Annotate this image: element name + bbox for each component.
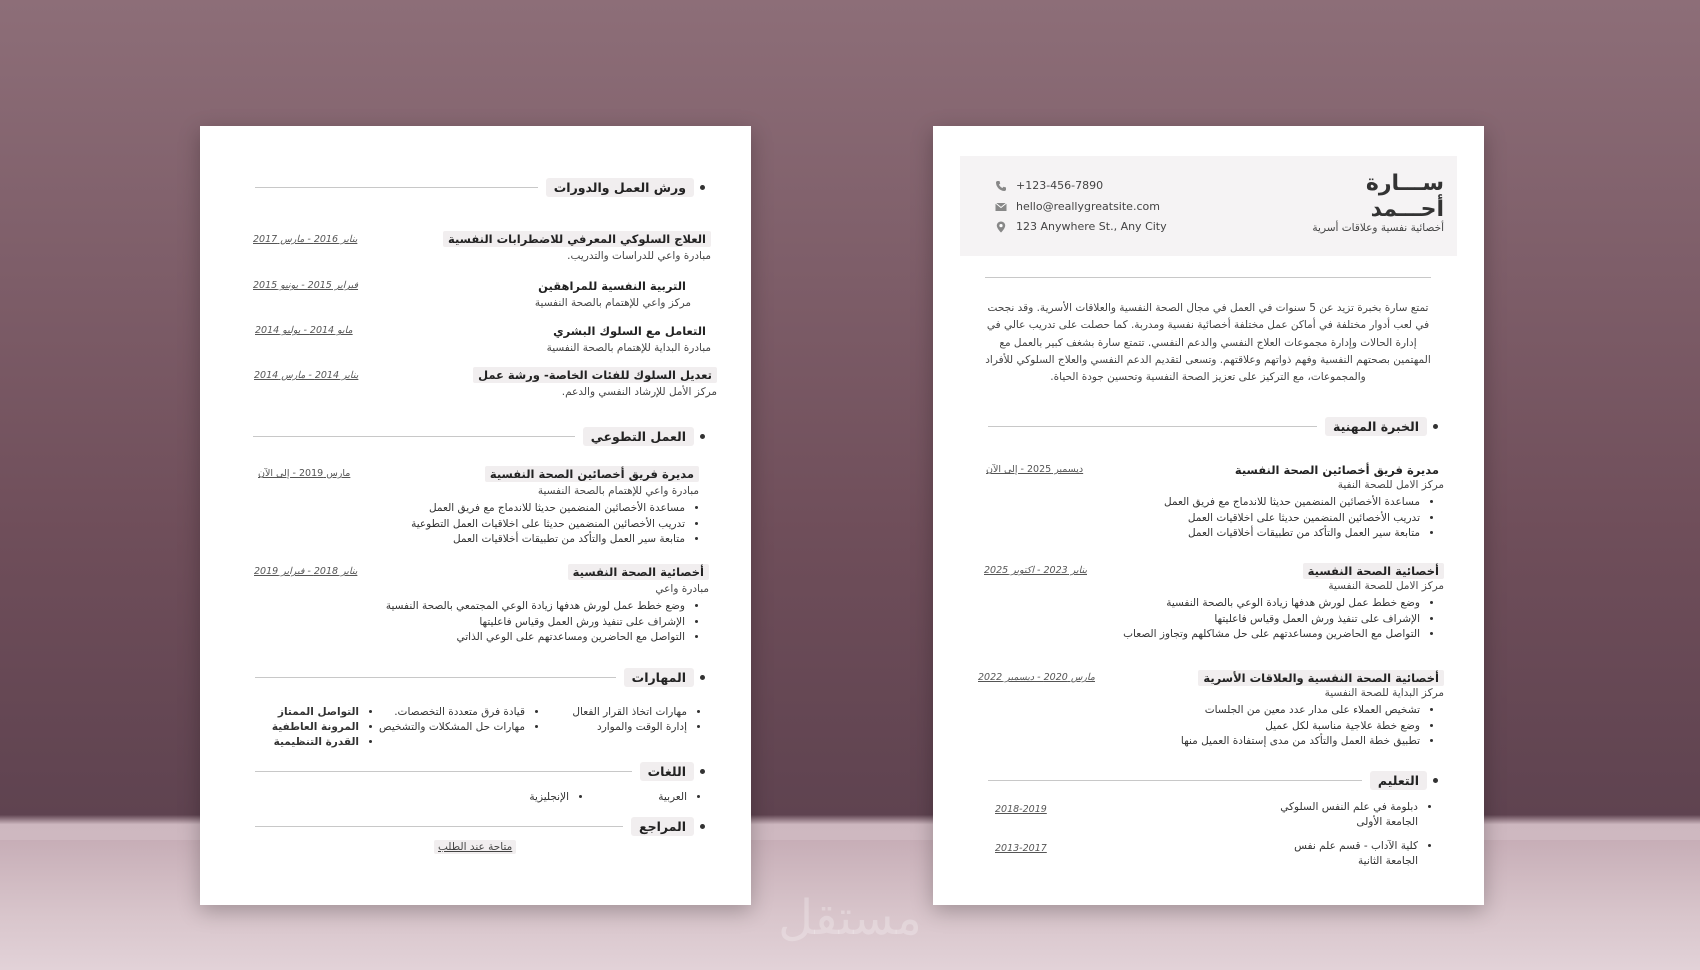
section-title: العمل التطوعي [583,427,694,446]
section-header-skills [255,668,705,687]
mail-icon [995,201,1007,213]
section-header-references [255,817,705,836]
location-pin-icon [995,221,1007,233]
list-item: • مهارات حل المشكلات والتشخيص [379,720,525,735]
section-header-volunteer [253,427,705,446]
entry-bullets [1181,703,1434,750]
section-divider [988,426,1317,427]
resume-page-2 [200,126,751,905]
degree: دبلومة في علم النفس السلوكي [1280,801,1418,813]
section-header-workshops [255,178,705,197]
name-first: ســـارة [1365,171,1444,196]
entry-org: مبادرة واعي للدراسات والتدريب. [567,250,711,262]
entry-title: أخصائية الصحة النفسية والعلاقات الأسرية [1198,670,1444,686]
list-item: • المرونة العاطفية [272,720,359,735]
section-header-experience [988,417,1438,436]
entry-org: مركز الامل للصحة النفية [1337,479,1444,491]
contact-phone [995,179,1103,192]
education-years: 2018-2019 [995,804,1047,815]
section-header-languages [255,762,705,781]
workshop-entry-2 [533,275,691,309]
workshop-entry-4 [473,364,717,398]
list-item: • الإشراف على تنفيذ ورش العمل وقياس فاعليتها [1123,612,1420,628]
entry-date: مايو 2014 - يوليو 2014 [255,325,353,336]
education-years: 2013-2017 [995,843,1047,854]
skills-column-3 [272,705,373,750]
entry-org: مركز واعي للإهتمام بالصحة النفسية [534,297,691,309]
name-last: أحـــمد [1370,197,1444,222]
entry-bullets [411,501,699,548]
list-item [1280,800,1418,830]
entry-date: يناير 2018 - فبراير 2019 [254,566,358,577]
section-divider [255,187,538,188]
list-item: • مساعدة الأخصائين المنضمين حديثا للاندماج مع فريق العمل [1164,495,1420,511]
entry-bullets [1123,596,1434,643]
list-item: • التواصل مع الحاضرين ومساعدتهم على الوعي الذاتي [386,630,685,646]
list-item: • قيادة فرق متعددة التخصصات. [379,705,525,720]
list-item: • مساعدة الأخصائين المنضمين حديثا للاندماج مع فريق العمل [411,501,685,517]
entry-title: العلاج السلوكي المعرفي للاضطرابات النفسية [443,231,711,247]
entry-date: فبراير 2015 - يونيو 2015 [253,280,359,291]
contact-address [995,220,1167,233]
email-text: hello@reallygreatsite.com [1016,200,1160,213]
section-title: المهارات [624,668,694,687]
list-item: • وضع خطط عمل لورش هدفها زيادة الوعي بالصحة النفسية [1123,596,1420,612]
section-bullet [1433,778,1438,783]
candidate-role: أخصائية نفسية وعلاقات أسرية [1312,222,1444,234]
entry-title: مديرة فريق أخصائين الصحة النفسية [485,466,699,482]
workshop-entry-3 [547,320,711,354]
section-divider [255,826,623,827]
phone-text: +123-456-7890 [1016,179,1104,192]
list-item: • تدريب الأخصائين المنضمين حديثا على اخلاقيات العمل [1164,511,1420,527]
list-item: • مهارات اتخاذ القرار الفعال [572,705,687,720]
education-entry-2 [1294,839,1432,869]
list-item: • الإنجليزية [529,790,569,806]
education-entry-1 [1280,800,1432,830]
list-item: • متابعة سير العمل والتأكد من تطبيقات أخلاقيات العمل [1164,526,1420,542]
entry-date: مارس 2020 - ديسمبر 2022 [978,672,1095,683]
entry-org: مبادرة واعي للإهتمام بالصحة النفسية [537,485,699,497]
section-bullet [700,434,705,439]
entry-title: التربية النفسية للمراهقين [538,279,686,293]
volunteer-entry-2 [386,561,709,646]
entry-date: يناير 2014 - مارس 2014 [254,370,359,381]
list-item: • العربية [658,790,687,806]
entry-org: مبادرة البداية للإهتمام بالصحة النفسية [546,342,711,354]
experience-entry-2 [1123,560,1444,643]
section-bullet [1433,424,1438,429]
section-title: الخبرة المهنية [1325,417,1427,436]
section-divider [255,677,616,678]
entry-date: مارس 2019 - إلى الآن [258,468,351,479]
list-item: • وضع خطة علاجية مناسبة لكل عميل [1181,719,1420,735]
section-bullet [700,824,705,829]
section-title: اللغات [640,762,694,781]
experience-entry-1 [1164,459,1444,542]
profile-summary: تمتع سارة بخبرة تزيد عن 5 سنوات في العمل في مجال الصحة النفسية والعلاقات الأسرية. وقد نجحت في لعب أدوار مختلفة في أماكن عمل مختلفة أخصائية نفسية ومدربة. كما حصلت على تدريب عالي في إدارة الحالات وإدارة مجموعات العلاج النفسي والدعم النفسي. تتمتع سارة بشغف كبير بالعمل مع المهتمين بصحتهم النفسية وفهم ذواتهم وعلاقتهم. وتسعى لتقديم الدعم النفسي والعلاج السلوكي للأفراد والمجموعات، مع التركيز على تعزيز الصحة النفسية وتحسين جودة الحياة. [985,302,1431,384]
language-item-2 [529,790,583,806]
references-value: متاحة عند الطلب [434,840,516,854]
section-bullet [700,769,705,774]
list-item: • التواصل الممتاز [272,705,359,720]
section-bullet [700,675,705,680]
entry-title: أخصائية الصحة النفسية [568,564,709,580]
phone-icon [995,180,1007,192]
list-item: • وضع خطط عمل لورش هدفها زيادة الوعي المجتمعي بالصحة النفسية [386,599,685,615]
entry-org: مبادرة واعي [655,583,709,595]
list-item: • تشخيص العملاء على مدار عدد معين من الجلسات [1181,703,1420,719]
section-title: التعليم [1370,771,1427,790]
workshop-entry-1 [443,228,711,262]
entry-bullets [386,599,699,646]
section-divider [253,436,575,437]
resume-page-1 [933,126,1484,905]
section-header-education [988,771,1438,790]
entry-bullets [1164,495,1434,542]
entry-org: مركز الأمل للإرشاد النفسي والدعم. [561,386,717,398]
entry-bullets [1280,800,1432,830]
skills-column-1 [572,705,701,735]
address-text: 123 Anywhere St., Any City [1016,220,1167,233]
list-item: • الإشراف على تنفيذ ورش العمل وقياس فاعليتها [386,615,685,631]
list-item: • متابعة سير العمل والتأكد من تطبيقات أخلاقيات العمل [411,532,685,548]
experience-entry-3 [1181,667,1444,750]
entry-title: تعديل السلوك للفئات الخاصة- ورشة عمل [473,367,717,383]
list-item [1294,839,1418,869]
entry-date: يناير 2016 - مارس 2017 [253,234,358,245]
school: الجامعة الثانية [1358,855,1418,867]
header-divider [985,277,1431,278]
list-item: • إدارة الوقت والموارد [572,720,687,735]
contact-email [995,200,1160,213]
section-bullet [700,185,705,190]
entry-title: التعامل مع السلوك البشري [553,324,706,338]
school: الجامعة الأولى [1356,816,1418,828]
section-title: ورش العمل والدورات [546,178,694,197]
list-item: • تطبيق خطة العمل والتأكد من مدى إستفادة العميل منها [1181,734,1420,750]
list-item: • القدرة التنظيمية [272,735,359,750]
language-item-1 [658,790,701,806]
entry-title: مديرة فريق أخصائين الصحة النفسية [1234,463,1439,477]
degree: كلية الآداب - قسم علم نفس [1294,840,1418,852]
list-item: • التواصل مع الحاضرين ومساعدتهم على حل مشاكلهم وتجاوز الصعاب [1123,627,1420,643]
section-title: المراجع [631,817,694,836]
skills-column-2 [379,705,539,735]
entry-org: مركز البداية للصحة النفسية [1324,687,1444,699]
watermark-logo: مستقل [778,890,922,946]
section-divider [988,780,1362,781]
section-divider [255,771,632,772]
entry-date: ديسمبر 2025 - إلى الآن [986,464,1084,475]
entry-title: أخصائية الصحة النفسية [1303,563,1444,579]
skills-list [272,705,373,750]
volunteer-entry-1 [411,463,699,548]
list-item: • تدريب الأخصائين المنضمين حديثا على اخلاقيات العمل التطوعية [411,517,685,533]
skills-list [379,705,539,735]
entry-date: يناير 2023 - اكتوبر 2025 [984,565,1087,576]
entry-org: مركز الامل للصحة النفسية [1328,580,1444,592]
entry-bullets [1294,839,1432,869]
skills-list [572,705,701,735]
candidate-name [1366,171,1444,223]
